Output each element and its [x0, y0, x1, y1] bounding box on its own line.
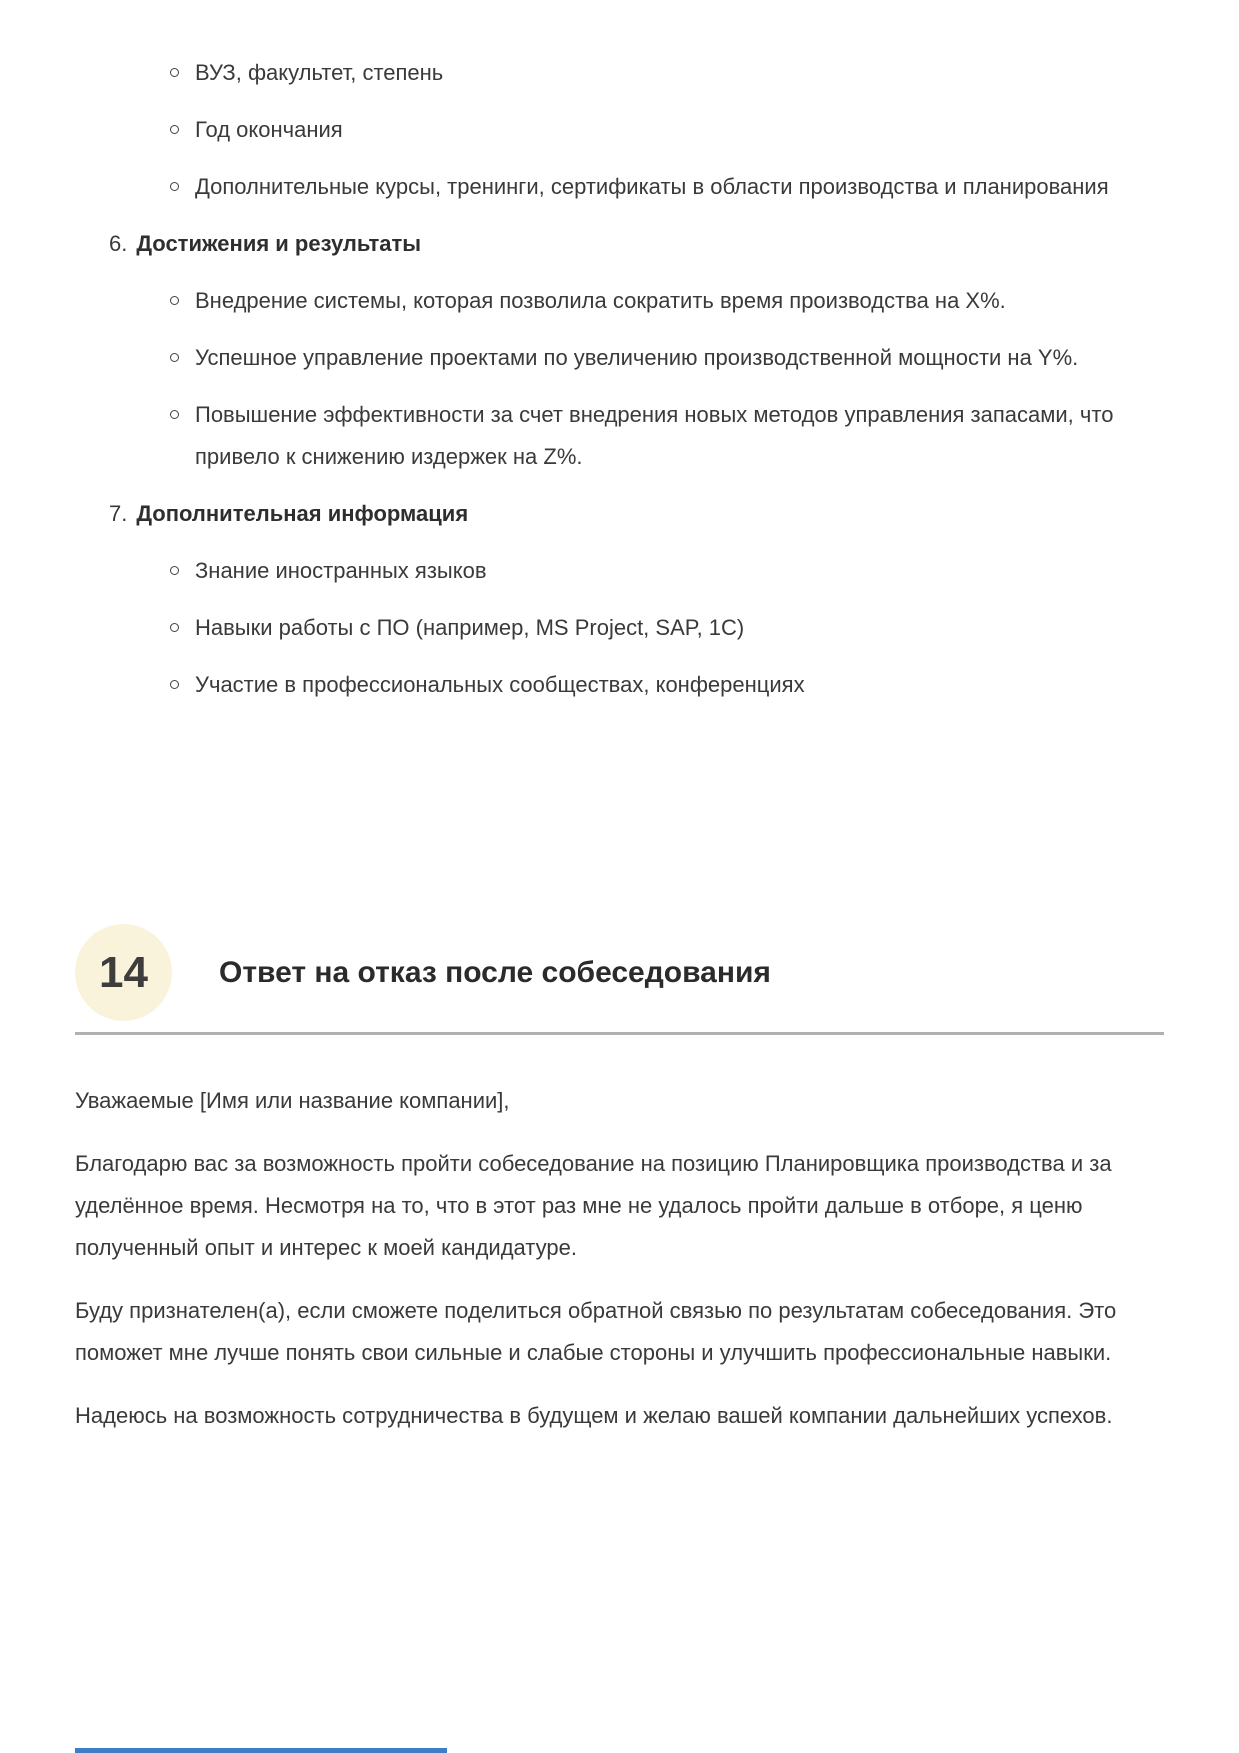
circle-bullet-icon — [170, 623, 179, 632]
section-divider — [75, 1032, 1164, 1035]
chapter-title: Ответ на отказ после собеседования — [219, 955, 771, 989]
additional-info-bullet-list — [75, 550, 1164, 706]
letter-body — [75, 1080, 1164, 1437]
list-item-text: Внедрение системы, которая позволила сократить время производства на X%. — [195, 288, 1006, 313]
list-item-text: Знание иностранных языков — [195, 558, 487, 583]
circle-bullet-icon — [170, 182, 179, 191]
letter-paragraph: Уважаемые [Имя или название компании], — [75, 1088, 510, 1113]
list-item — [75, 109, 1164, 151]
list-item — [75, 664, 1164, 706]
section-title: Дополнительная информация — [136, 501, 469, 526]
next-section-accent-bar — [75, 1748, 447, 1753]
section-number: 7. — [109, 501, 128, 526]
letter-paragraph: Надеюсь на возможность сотрудничества в будущем и желаю вашей компании дальнейших успехов. — [75, 1403, 1113, 1428]
achievements-bullet-list — [75, 280, 1164, 478]
letter-paragraph: Буду признателен(а), если сможете поделиться обратной связью по результатам собеседования. Это поможет мне лучше понять свои сильные и слабые стороны и улучшить профессиональные навыки. — [75, 1298, 1117, 1365]
list-item — [75, 166, 1164, 208]
section-7-heading — [75, 493, 1164, 535]
education-bullet-list — [75, 52, 1164, 208]
list-item-text: Успешное управление проектами по увеличению производственной мощности на Y%. — [195, 345, 1079, 370]
circle-bullet-icon — [170, 566, 179, 575]
list-item — [75, 550, 1164, 592]
list-item — [75, 607, 1164, 649]
section-title: Достижения и результаты — [136, 231, 422, 256]
section-number: 6. — [109, 231, 128, 256]
chapter-header — [75, 924, 1164, 1021]
circle-bullet-icon — [170, 68, 179, 77]
list-item-text: Участие в профессиональных сообществах, конференциях — [195, 672, 805, 697]
list-item-text: Дополнительные курсы, тренинги, сертификаты в области производства и планирования — [195, 174, 1109, 199]
list-item-text: Повышение эффективности за счет внедрения новых методов управления запасами, что привело к снижению издержек на Z%. — [195, 402, 1114, 469]
list-item — [75, 52, 1164, 94]
letter-paragraph: Благодарю вас за возможность пройти собеседование на позицию Планировщика производства и за уделённое время. Несмотря на то, что в этот раз мне не удалось пройти дальше в отборе, я ценю полученный опыт и интерес к моей кандидатуре. — [75, 1151, 1112, 1260]
list-item-text: ВУЗ, факультет, степень — [195, 60, 444, 85]
circle-bullet-icon — [170, 296, 179, 305]
circle-bullet-icon — [170, 125, 179, 134]
list-item — [75, 337, 1164, 379]
section-6-heading — [75, 223, 1164, 265]
circle-bullet-icon — [170, 353, 179, 362]
circle-bullet-icon — [170, 680, 179, 689]
chapter-number-badge — [75, 924, 172, 1021]
list-item — [75, 394, 1164, 478]
list-item-text: Навыки работы с ПО (например, MS Project, SAP, 1C) — [195, 615, 745, 640]
circle-bullet-icon — [170, 410, 179, 419]
list-item — [75, 280, 1164, 322]
list-item-text: Год окончания — [195, 117, 343, 142]
chapter-number: 14 — [99, 947, 148, 997]
